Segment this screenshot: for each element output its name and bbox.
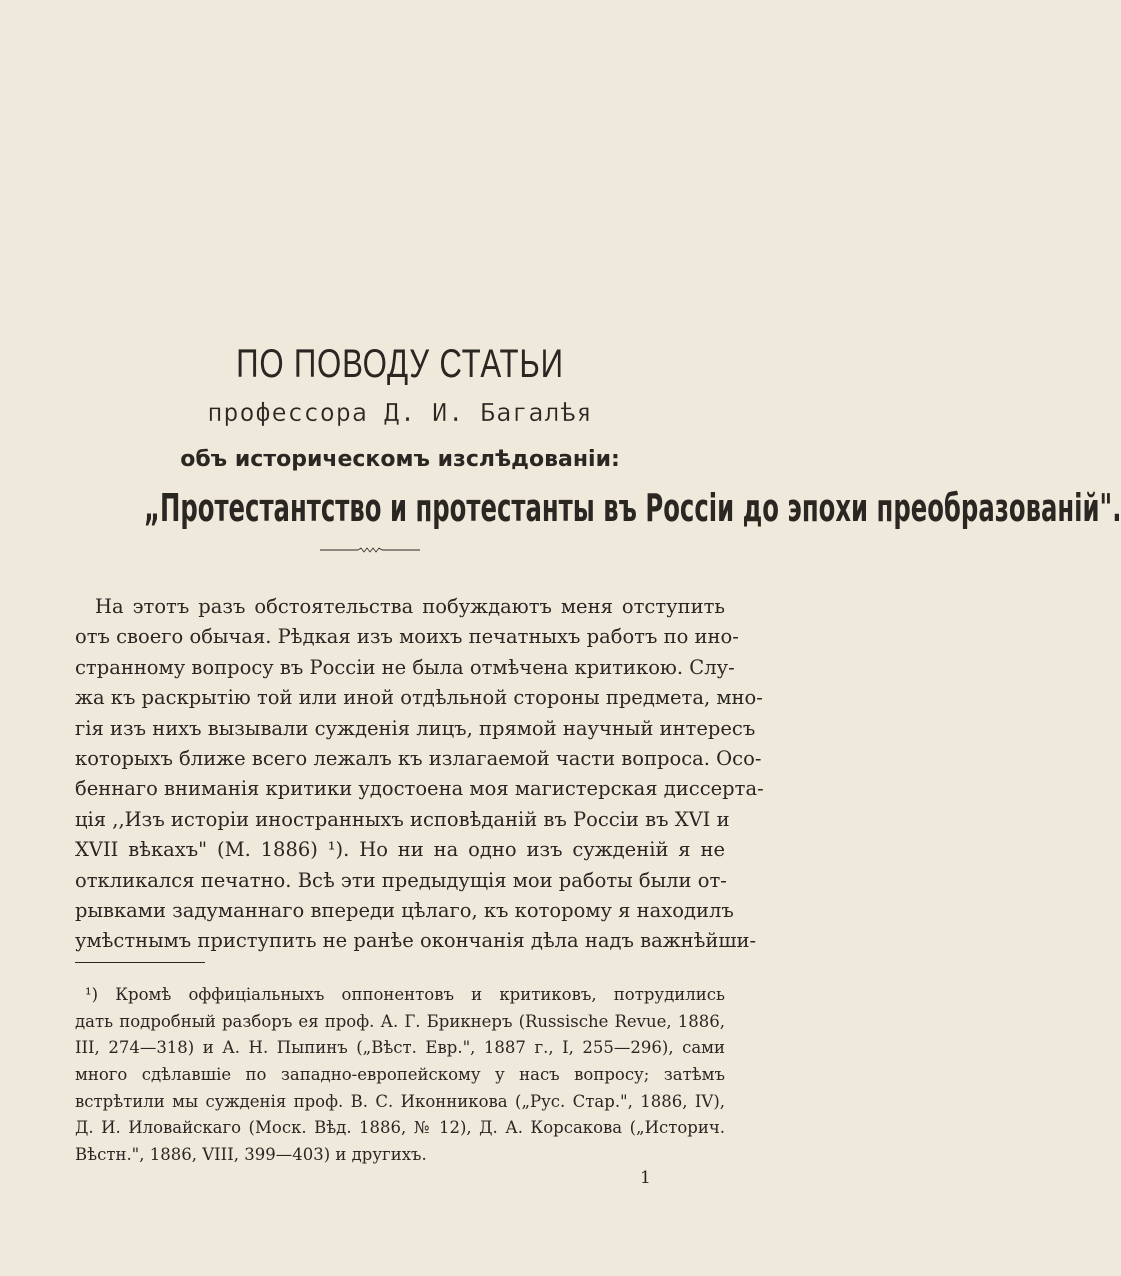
footnote-separator (75, 962, 205, 963)
body-line: странному вопросу въ Россіи не была отмѣчена критикою. Слу- (75, 655, 735, 679)
body-line: XVII вѣкахъ" (М. 1886) ¹). Но ни на одно изъ сужденій я не (75, 838, 725, 862)
body-line: умѣстнымъ приступить не ранѣе окончанія дѣла надъ важнѣйши- (75, 929, 757, 953)
footnote-line: встрѣтили мы сужденія проф. В. С. Иконникова („Рус. Стар.", 1886, IV), (75, 1091, 725, 1111)
body-line: рывками задуманнаго впереди цѣлаго, къ которому я находилъ (75, 898, 734, 922)
body-text (75, 592, 764, 957)
body-line: откликался печатно. Всѣ эти предыдущія мои работы были от- (75, 868, 727, 892)
title-author-line: профессора Д. И. Багалѣя (207, 398, 593, 427)
title-work-name: „Протестантство и протестанты въ Россіи до эпохи преобразованій". (144, 486, 1121, 530)
footnote-line: ¹) Кромѣ оффиціальныхъ оппонентовъ и критиковъ, потрудились (85, 985, 725, 1004)
body-line: На этотъ разъ обстоятельства побуждаютъ меня отступить (95, 595, 725, 618)
page-number: 1 (640, 1168, 651, 1188)
title-subject-line: объ историческомъ изслѣдованіи: (180, 447, 620, 472)
body-line: которыхъ ближе всего лежалъ къ излагаемой части вопроса. Осо- (75, 746, 762, 770)
page-title: ПО ПОВОДУ СТАТЬИ (236, 342, 564, 386)
footnote-line: дать подробный разборъ ея проф. А. Г. Брикнеръ (Russische Revue, 1886, (75, 1011, 725, 1031)
footnote-line: много сдѣлавшіе по западно-европейскому у насъ вопросу; затѣмъ (75, 1065, 725, 1085)
footnote-line: Вѣстн.", 1886, VIII, 399—403) и другихъ. (75, 1145, 427, 1165)
body-line: отъ своего обычая. Рѣдкая изъ моихъ печатныхъ работъ по ино- (75, 625, 739, 649)
footnote-line: III, 274—318) и А. Н. Пыпинъ („Вѣст. Евр.", 1887 г., I, 255—296), сами (75, 1038, 725, 1058)
footnotes (75, 982, 725, 1169)
body-line: жа къ раскрытію той или иной отдѣльной стороны предмета, мно- (75, 686, 763, 710)
footnote-line: Д. И. Иловайскаго (Моск. Вѣд. 1886, № 12), Д. А. Корсакова („Историч. (75, 1118, 725, 1138)
body-line: гія изъ нихъ вызывали сужденія лицъ, прямой научный интересъ (75, 716, 756, 740)
body-line: ція ,,Изъ исторіи иностранныхъ исповѣданій въ Россіи въ XVI и (75, 807, 730, 831)
ornament-divider (320, 547, 420, 553)
body-line: беннаго вниманія критики удостоена моя магистерская диссерта- (75, 777, 764, 801)
